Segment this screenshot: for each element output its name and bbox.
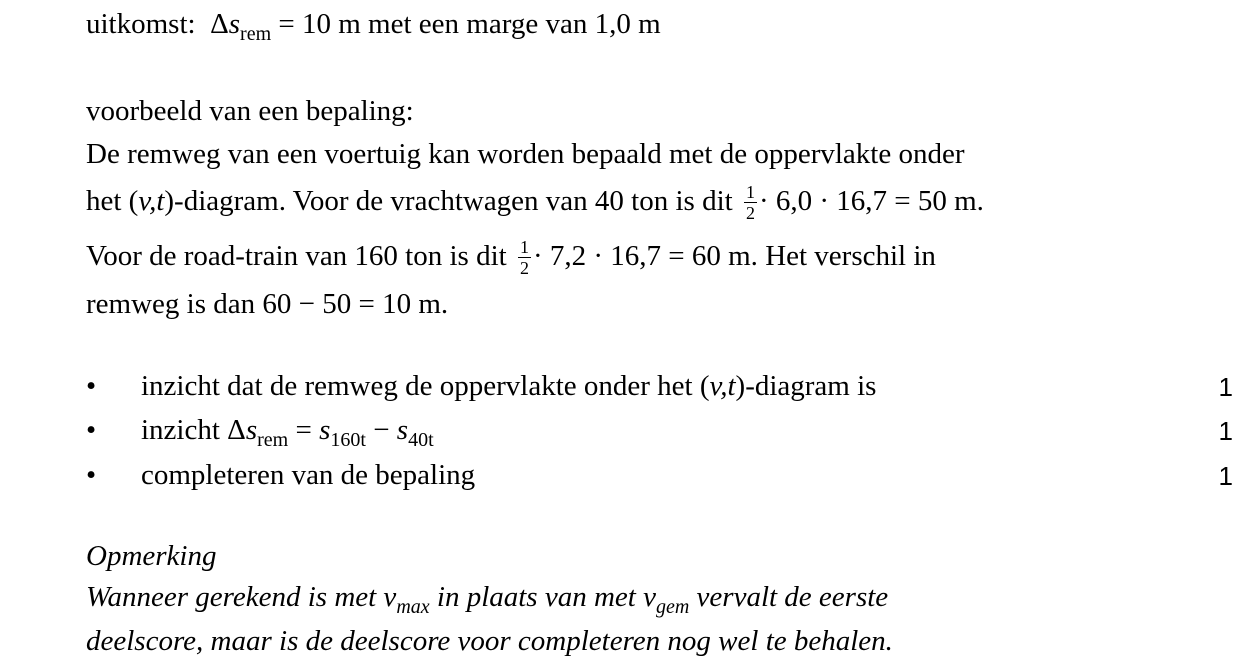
line2-part-b: )-diagram. Voor de vrachtwagen van 40 ton is dit [164, 185, 733, 217]
criterion-2-text [141, 414, 434, 451]
voorbeeld-line-2 [86, 183, 984, 222]
bullet-2: • [86, 414, 97, 446]
criterion-2-s: s [396, 414, 409, 446]
opmerking-sub-max: max [396, 596, 430, 618]
fraction-denominator: 2 [745, 203, 755, 223]
opmerking-line1-part-c: vervalt de eerste [696, 581, 889, 613]
opmerking-sub-gem: gem [655, 596, 690, 618]
criterion-1-vt: v,t [709, 370, 736, 402]
criterion-3-score: 1 [1218, 461, 1233, 491]
voorbeeld-line-1: De remweg van een voertuig kan worden bepaald met de oppervlakte onder [86, 138, 965, 170]
criterion-2-part-a: inzicht [141, 414, 220, 446]
criterion-2-s: s [245, 414, 258, 446]
criterion-2-minus: − [373, 414, 390, 446]
opmerking-line-2: deelscore, maar is de deelscore voor completeren nog wel te behalen. [86, 625, 893, 657]
uitkomst-line [86, 8, 661, 45]
criterion-2-sub-rem: rem [257, 429, 289, 451]
s-symbol: s [228, 8, 241, 40]
line3-part-b: Het verschil in [765, 240, 936, 272]
line2-vt: v,t [138, 185, 165, 217]
bullet-1: • [86, 370, 97, 402]
bullet-3: • [86, 459, 97, 491]
criterion-2-score: 1 [1218, 416, 1233, 446]
fraction-half [518, 238, 531, 277]
voorbeeld-heading: voorbeeld van een bepaling: [86, 95, 414, 127]
delta-symbol: Δ [210, 8, 229, 40]
criterion-2-delta: Δ [227, 414, 246, 446]
opmerking-line-1 [86, 581, 889, 618]
voorbeeld-line-4: remweg is dan 60 − 50 = 10 m. [86, 288, 449, 320]
voorbeeld-line-3 [86, 238, 936, 277]
criterion-2-s: s [319, 414, 331, 446]
criterion-1-part-b: )-diagram is [735, 370, 877, 402]
fraction-half [744, 183, 757, 222]
s-subscript: rem [240, 23, 272, 45]
opmerking-heading: Opmerking [86, 540, 217, 572]
criterion-2-sub-40t: 40t [408, 429, 434, 451]
uitkomst-label: uitkomst: [86, 8, 196, 40]
criterion-2-equals: = [295, 414, 312, 446]
line3-calculation: · 7,2 · 16,7 = 60 m. [532, 240, 758, 272]
criterion-3-text: completeren van de bepaling [141, 459, 476, 491]
line2-part-a: het ( [86, 185, 139, 217]
fraction-numerator: 1 [519, 237, 529, 257]
line3-part-a: Voor de road-train van 160 ton is dit [86, 240, 507, 272]
opmerking-line1-part-b: in plaats van met v [436, 581, 656, 613]
criterion-2-sub-160t: 160t [330, 429, 366, 451]
criterion-1-score: 1 [1218, 372, 1233, 402]
criterion-1-text [141, 372, 876, 401]
fraction-denominator: 2 [519, 258, 529, 278]
criterion-1-part-a: inzicht dat de remweg de oppervlakte onder het ( [141, 370, 710, 402]
opmerking-line1-part-a: Wanneer gerekend is met v [86, 581, 397, 613]
fraction-numerator: 1 [745, 182, 755, 202]
uitkomst-result: = 10 m met een marge van 1,0 m [278, 8, 661, 40]
line2-calculation: · 6,0 · 16,7 = 50 m. [758, 185, 984, 217]
